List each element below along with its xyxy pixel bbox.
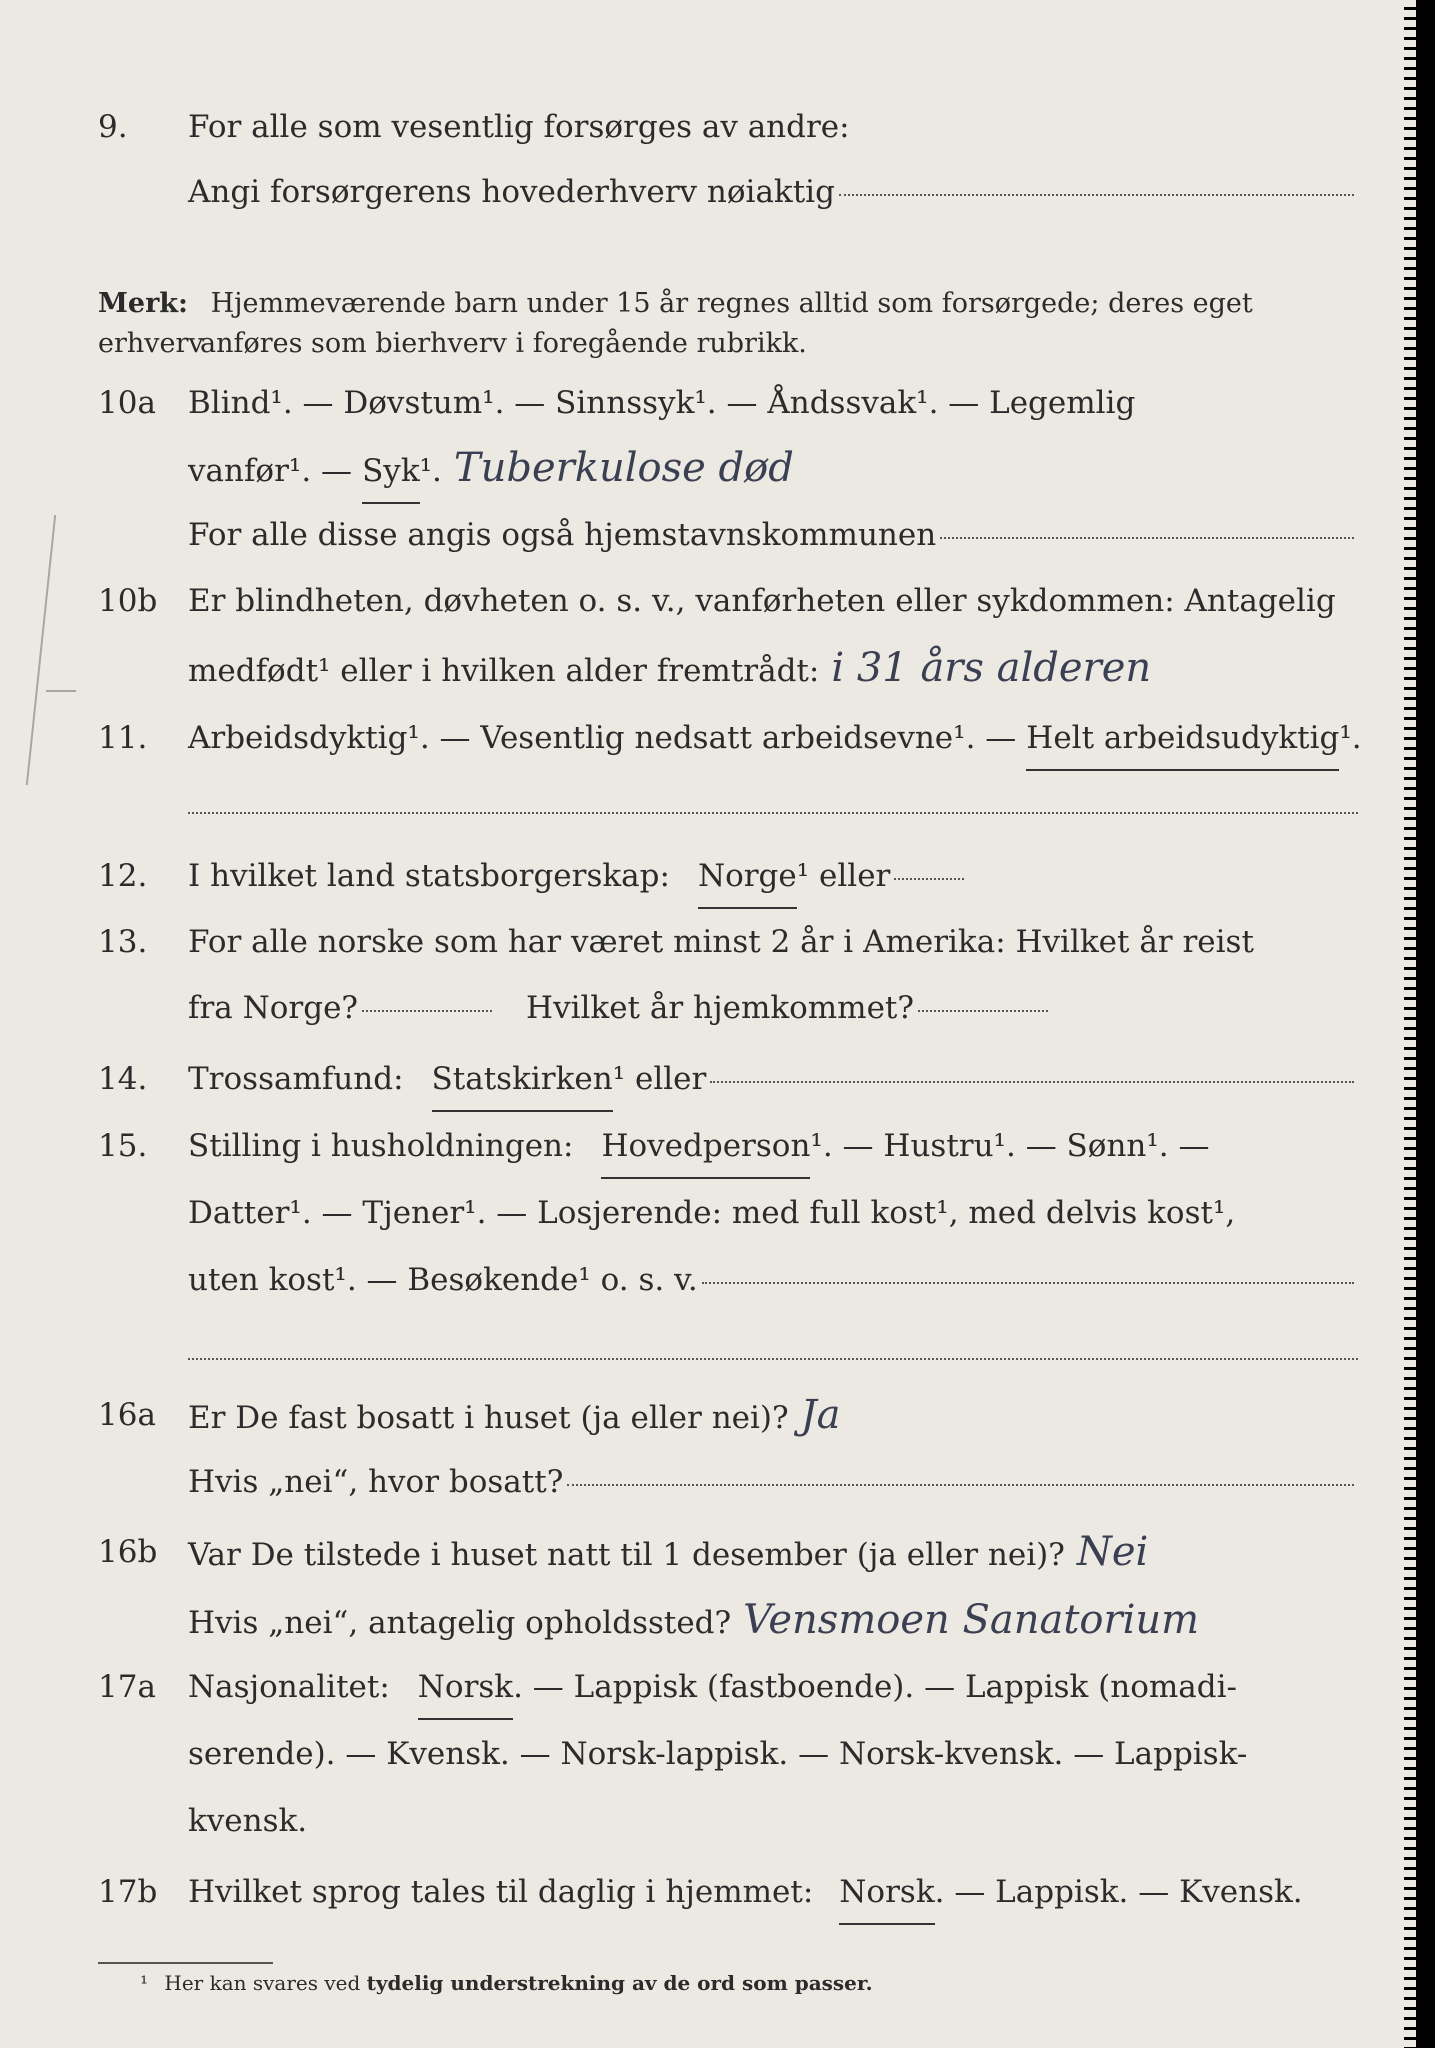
q12-line: [0, 846, 1410, 906]
q17a-text1a: Nasjonalitet:: [188, 1669, 390, 1705]
q15-other-field[interactable]: [702, 1282, 1354, 1284]
q11-text3: ¹.: [1339, 720, 1362, 756]
merk-text2: anføres som bierhverv i foregående rubrikk.: [200, 328, 807, 359]
q16b-number: 16b: [98, 1534, 158, 1570]
q14-other-field[interactable]: [710, 1081, 1354, 1083]
footnote-text1: Her kan svares ved: [164, 1971, 361, 1995]
footnote-rule: [98, 1962, 273, 1964]
q11-helt-underlined: Helt arbeidsudyktig: [1026, 708, 1339, 771]
q16b-text2: Hvis „nei“, antagelig opholdssted?: [188, 1605, 732, 1641]
q17b-text3: . — Lappisk. — Kvensk.: [934, 1874, 1303, 1910]
q13-text2b: Hvilket år hjemkommet?: [526, 990, 915, 1026]
q15-line1: [0, 1116, 1410, 1176]
q10a-text2a: vanfør¹. —: [188, 453, 353, 489]
q10a-line2: [0, 438, 1410, 498]
q17b-number: 17b: [98, 1874, 158, 1910]
q12-number: 12.: [98, 858, 148, 894]
q16a-text2: Hvis „nei“, hvor bosatt?: [188, 1464, 564, 1500]
q10b-line1: [0, 571, 1410, 631]
q10a-text2c: ¹.: [419, 453, 442, 489]
q10a-line3: [0, 505, 1410, 565]
q17a-line1: [0, 1657, 1410, 1717]
q14-statskirken-underlined: Statskirken: [432, 1049, 613, 1112]
q14-text1: Trossamfund:: [188, 1061, 404, 1097]
q17a-text3: kvensk.: [188, 1803, 308, 1839]
q13-number: 13.: [98, 924, 148, 960]
q9-text2: Angi forsørgerens hovederhverv nøiaktig: [188, 174, 835, 210]
q14-line: [0, 1049, 1410, 1109]
q15-number: 15.: [98, 1128, 148, 1164]
q15-hovedperson-underlined: Hovedperson: [601, 1116, 810, 1179]
q17a-line2: [0, 1724, 1410, 1784]
q9-line2: [0, 162, 1410, 222]
q9-number: 9.: [98, 109, 128, 145]
q15-text3: uten kost¹. — Besøkende¹ o. s. v.: [188, 1262, 698, 1298]
q11-blank-line: [188, 812, 1358, 814]
q10a-text1: Blind¹. — Døvstum¹. — Sinnssyk¹. — Åndssvak¹. — Legemlig: [188, 385, 1136, 421]
q10a-line1: [0, 373, 1410, 433]
q9-text: For alle som vesentlig forsørges av andre:: [188, 109, 850, 145]
q9-line1: [0, 97, 1410, 157]
q11-line: [0, 708, 1410, 768]
q10b-text1: Er blindheten, døvheten o. s. v., vanførheten eller sykdommen: Antagelig: [188, 583, 1336, 619]
q10b-text2: medfødt¹ eller i hvilken alder fremtrådt:: [188, 653, 820, 689]
q10a-syk-underlined: Syk: [362, 441, 420, 504]
q14-number: 14.: [98, 1061, 148, 1097]
q16a-bosatt-field[interactable]: [567, 1484, 1354, 1486]
q13-hjemkommet-field[interactable]: [918, 1010, 1048, 1012]
q15-blank-line: [188, 1358, 1358, 1360]
q15-text1a: Stilling i husholdningen:: [188, 1128, 574, 1164]
q13-text1: For alle norske som har været minst 2 år i Amerika: Hvilket år reist: [188, 924, 1254, 960]
q16b-text1: Var De tilstede i huset natt til 1 desember (ja eller nei)?: [188, 1537, 1065, 1573]
q10a-text3: For alle disse angis også hjemstavnskommunen: [188, 517, 937, 553]
q17a-text2: serende). — Kvensk. — Norsk-lappisk. — Norsk-kvensk. — Lappisk-: [188, 1736, 1248, 1772]
q9-answer-field[interactable]: [839, 194, 1354, 196]
q17a-norsk-underlined: Norsk: [418, 1657, 513, 1720]
q15-text1c: ¹. — Hustru¹. — Sønn¹. —: [810, 1128, 1210, 1164]
q10a-number: 10a: [98, 385, 156, 421]
q17a-text1c: . — Lappisk (fastboende). — Lappisk (nomadi-: [513, 1669, 1238, 1705]
q17a-number: 17a: [98, 1669, 156, 1705]
footnote: [140, 1968, 873, 1998]
merk-label: Merk:: [98, 288, 188, 319]
q13-reist-field[interactable]: [362, 1010, 492, 1012]
q16b-handwritten-answer2: Vensmoen Sanatorium: [743, 1597, 1200, 1643]
q17b-norsk-underlined: Norsk: [839, 1862, 934, 1925]
q13-line2: [0, 978, 1410, 1038]
q11-number: 11.: [98, 720, 148, 756]
q16a-line2: [0, 1452, 1410, 1512]
q12-text3: ¹ eller: [796, 858, 891, 894]
footnote-mark: ¹: [140, 1971, 149, 1995]
q11-text1: Arbeidsdyktig¹. — Vesentlig nedsatt arbeidsevne¹. —: [188, 720, 1017, 756]
merk-text1: Hjemmeværende barn under 15 år regnes alltid som forsørgede; deres eget erhverv: [98, 288, 1253, 359]
q15-line3: [0, 1250, 1410, 1310]
q13-text2a: fra Norge?: [188, 990, 359, 1026]
q12-norge-underlined: Norge: [698, 846, 797, 909]
q16a-text1: Er De fast bosatt i huset (ja eller nei)?: [188, 1400, 789, 1436]
q10a-handwritten-answer: Tuberkulose død: [453, 445, 794, 491]
q15-text2: Datter¹. — Tjener¹. — Losjerende: med full kost¹, med delvis kost¹,: [188, 1195, 1236, 1231]
q14-text3: ¹ eller: [612, 1061, 707, 1097]
q16b-line2: [0, 1590, 1410, 1650]
q16a-number: 16a: [98, 1397, 156, 1433]
q13-line1: [0, 912, 1410, 972]
footnote-text2: tydelig understrekning av de ord som passer.: [366, 1971, 873, 1995]
q10a-hjemstavn-field[interactable]: [940, 537, 1354, 539]
q10b-line2: [0, 638, 1410, 698]
q15-line2: [0, 1183, 1410, 1243]
q10b-handwritten-answer: i 31 års alderen: [831, 645, 1152, 691]
q17a-line3: [0, 1791, 1410, 1851]
q16b-handwritten-answer1: Nei: [1076, 1529, 1149, 1575]
q16b-line1: [0, 1522, 1410, 1582]
q12-text1: I hvilket land statsborgerskap:: [188, 858, 670, 894]
q17b-line: [0, 1862, 1410, 1922]
q16a-line1: [0, 1385, 1410, 1445]
merk-note2: [200, 324, 1435, 364]
q16a-handwritten-answer: Ja: [800, 1392, 841, 1438]
q10b-number: 10b: [98, 583, 158, 619]
q17b-text1: Hvilket sprog tales til daglig i hjemmet:: [188, 1874, 814, 1910]
q12-other-field[interactable]: [894, 878, 964, 880]
